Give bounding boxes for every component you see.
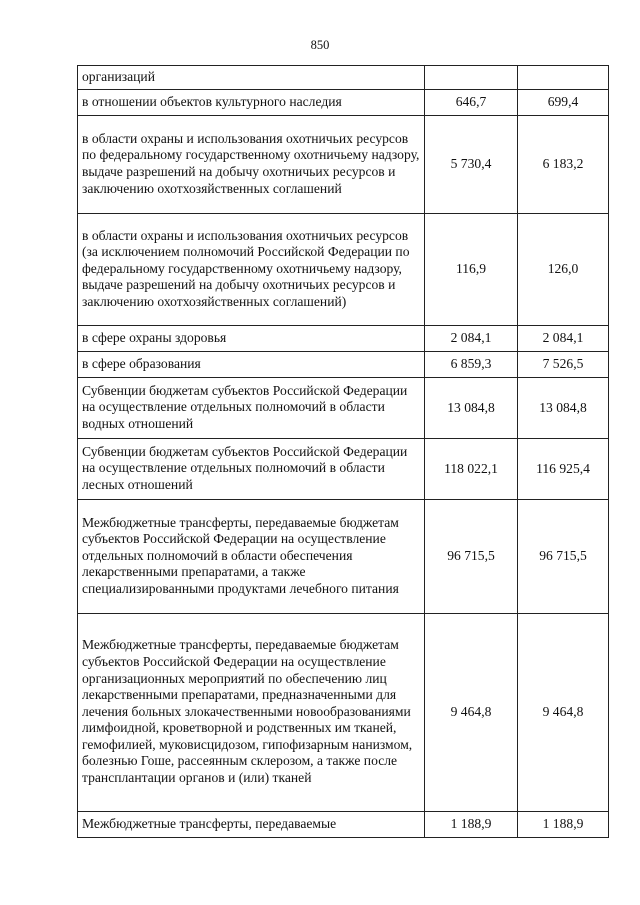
row-value-1 <box>425 66 518 90</box>
row-value-2: 6 183,2 <box>518 116 609 214</box>
row-description: в сфере охраны здоровья <box>78 326 425 352</box>
row-description: организаций <box>78 66 425 90</box>
row-description: в отношении объектов культурного наследия <box>78 90 425 116</box>
row-value-2: 126,0 <box>518 214 609 326</box>
row-value-2: 7 526,5 <box>518 352 609 378</box>
row-value-1: 116,9 <box>425 214 518 326</box>
row-value-2: 116 925,4 <box>518 439 609 500</box>
row-description: Субвенции бюджетам субъектов Российской Федерации на осуществление отдельных полномочий в области водных отношений <box>78 378 425 439</box>
row-value-1: 118 022,1 <box>425 439 518 500</box>
table-row <box>78 214 609 326</box>
row-description: Межбюджетные трансферты, передаваемые бюджетам субъектов Российской Федерации на осуществление организационных мероприятий по обеспечению лиц лекарственными препаратами, предназначенными для лечения больных злокачественными новообразованиями лимфоидной, кроветворной и родственных им тканей, гемофилией, муковисцидозом, гипофизарным нанизмом, болезнью Гоше, рассеянным склерозом, а также после трансплантации органов и (или) тканей <box>78 614 425 812</box>
row-value-1: 1 188,9 <box>425 812 518 838</box>
row-value-1: 6 859,3 <box>425 352 518 378</box>
row-value-1: 2 084,1 <box>425 326 518 352</box>
table-row <box>78 90 609 116</box>
table-row <box>78 439 609 500</box>
row-description: Межбюджетные трансферты, передаваемые бюджетам субъектов Российской Федерации на осуществление отдельных полномочий в области обеспечения лекарственными препаратами, а также специализированными продуктами лечебного питания <box>78 500 425 614</box>
table-row <box>78 66 609 90</box>
table-row <box>78 812 609 838</box>
row-description: в области охраны и использования охотничьих ресурсов (за исключением полномочий Российской Федерации по федеральному государственному охотничьему надзору, выдаче разрешений на добычу охотничьих ресурсов и заключению охотхозяйственных соглашений) <box>78 214 425 326</box>
row-description: в области охраны и использования охотничьих ресурсов по федеральному государственному охотничьему надзору, выдаче разрешений на добычу охотничьих ресурсов и заключению охотхозяйственных соглашений <box>78 116 425 214</box>
row-value-2: 2 084,1 <box>518 326 609 352</box>
table-row <box>78 614 609 812</box>
row-description: в сфере образования <box>78 352 425 378</box>
row-value-1: 13 084,8 <box>425 378 518 439</box>
table-row <box>78 116 609 214</box>
row-value-1: 96 715,5 <box>425 500 518 614</box>
row-value-1: 9 464,8 <box>425 614 518 812</box>
page-number: 850 <box>310 38 330 52</box>
table-row <box>78 378 609 439</box>
budget-table <box>77 65 609 838</box>
row-value-2: 699,4 <box>518 90 609 116</box>
row-value-2: 13 084,8 <box>518 378 609 439</box>
row-value-1: 646,7 <box>425 90 518 116</box>
row-description: Межбюджетные трансферты, передаваемые <box>78 812 425 838</box>
row-description: Субвенции бюджетам субъектов Российской Федерации на осуществление отдельных полномочий в области лесных отношений <box>78 439 425 500</box>
row-value-2: 96 715,5 <box>518 500 609 614</box>
row-value-1: 5 730,4 <box>425 116 518 214</box>
row-value-2 <box>518 66 609 90</box>
table-row <box>78 352 609 378</box>
table-row <box>78 500 609 614</box>
row-value-2: 1 188,9 <box>518 812 609 838</box>
row-value-2: 9 464,8 <box>518 614 609 812</box>
table-row <box>78 326 609 352</box>
